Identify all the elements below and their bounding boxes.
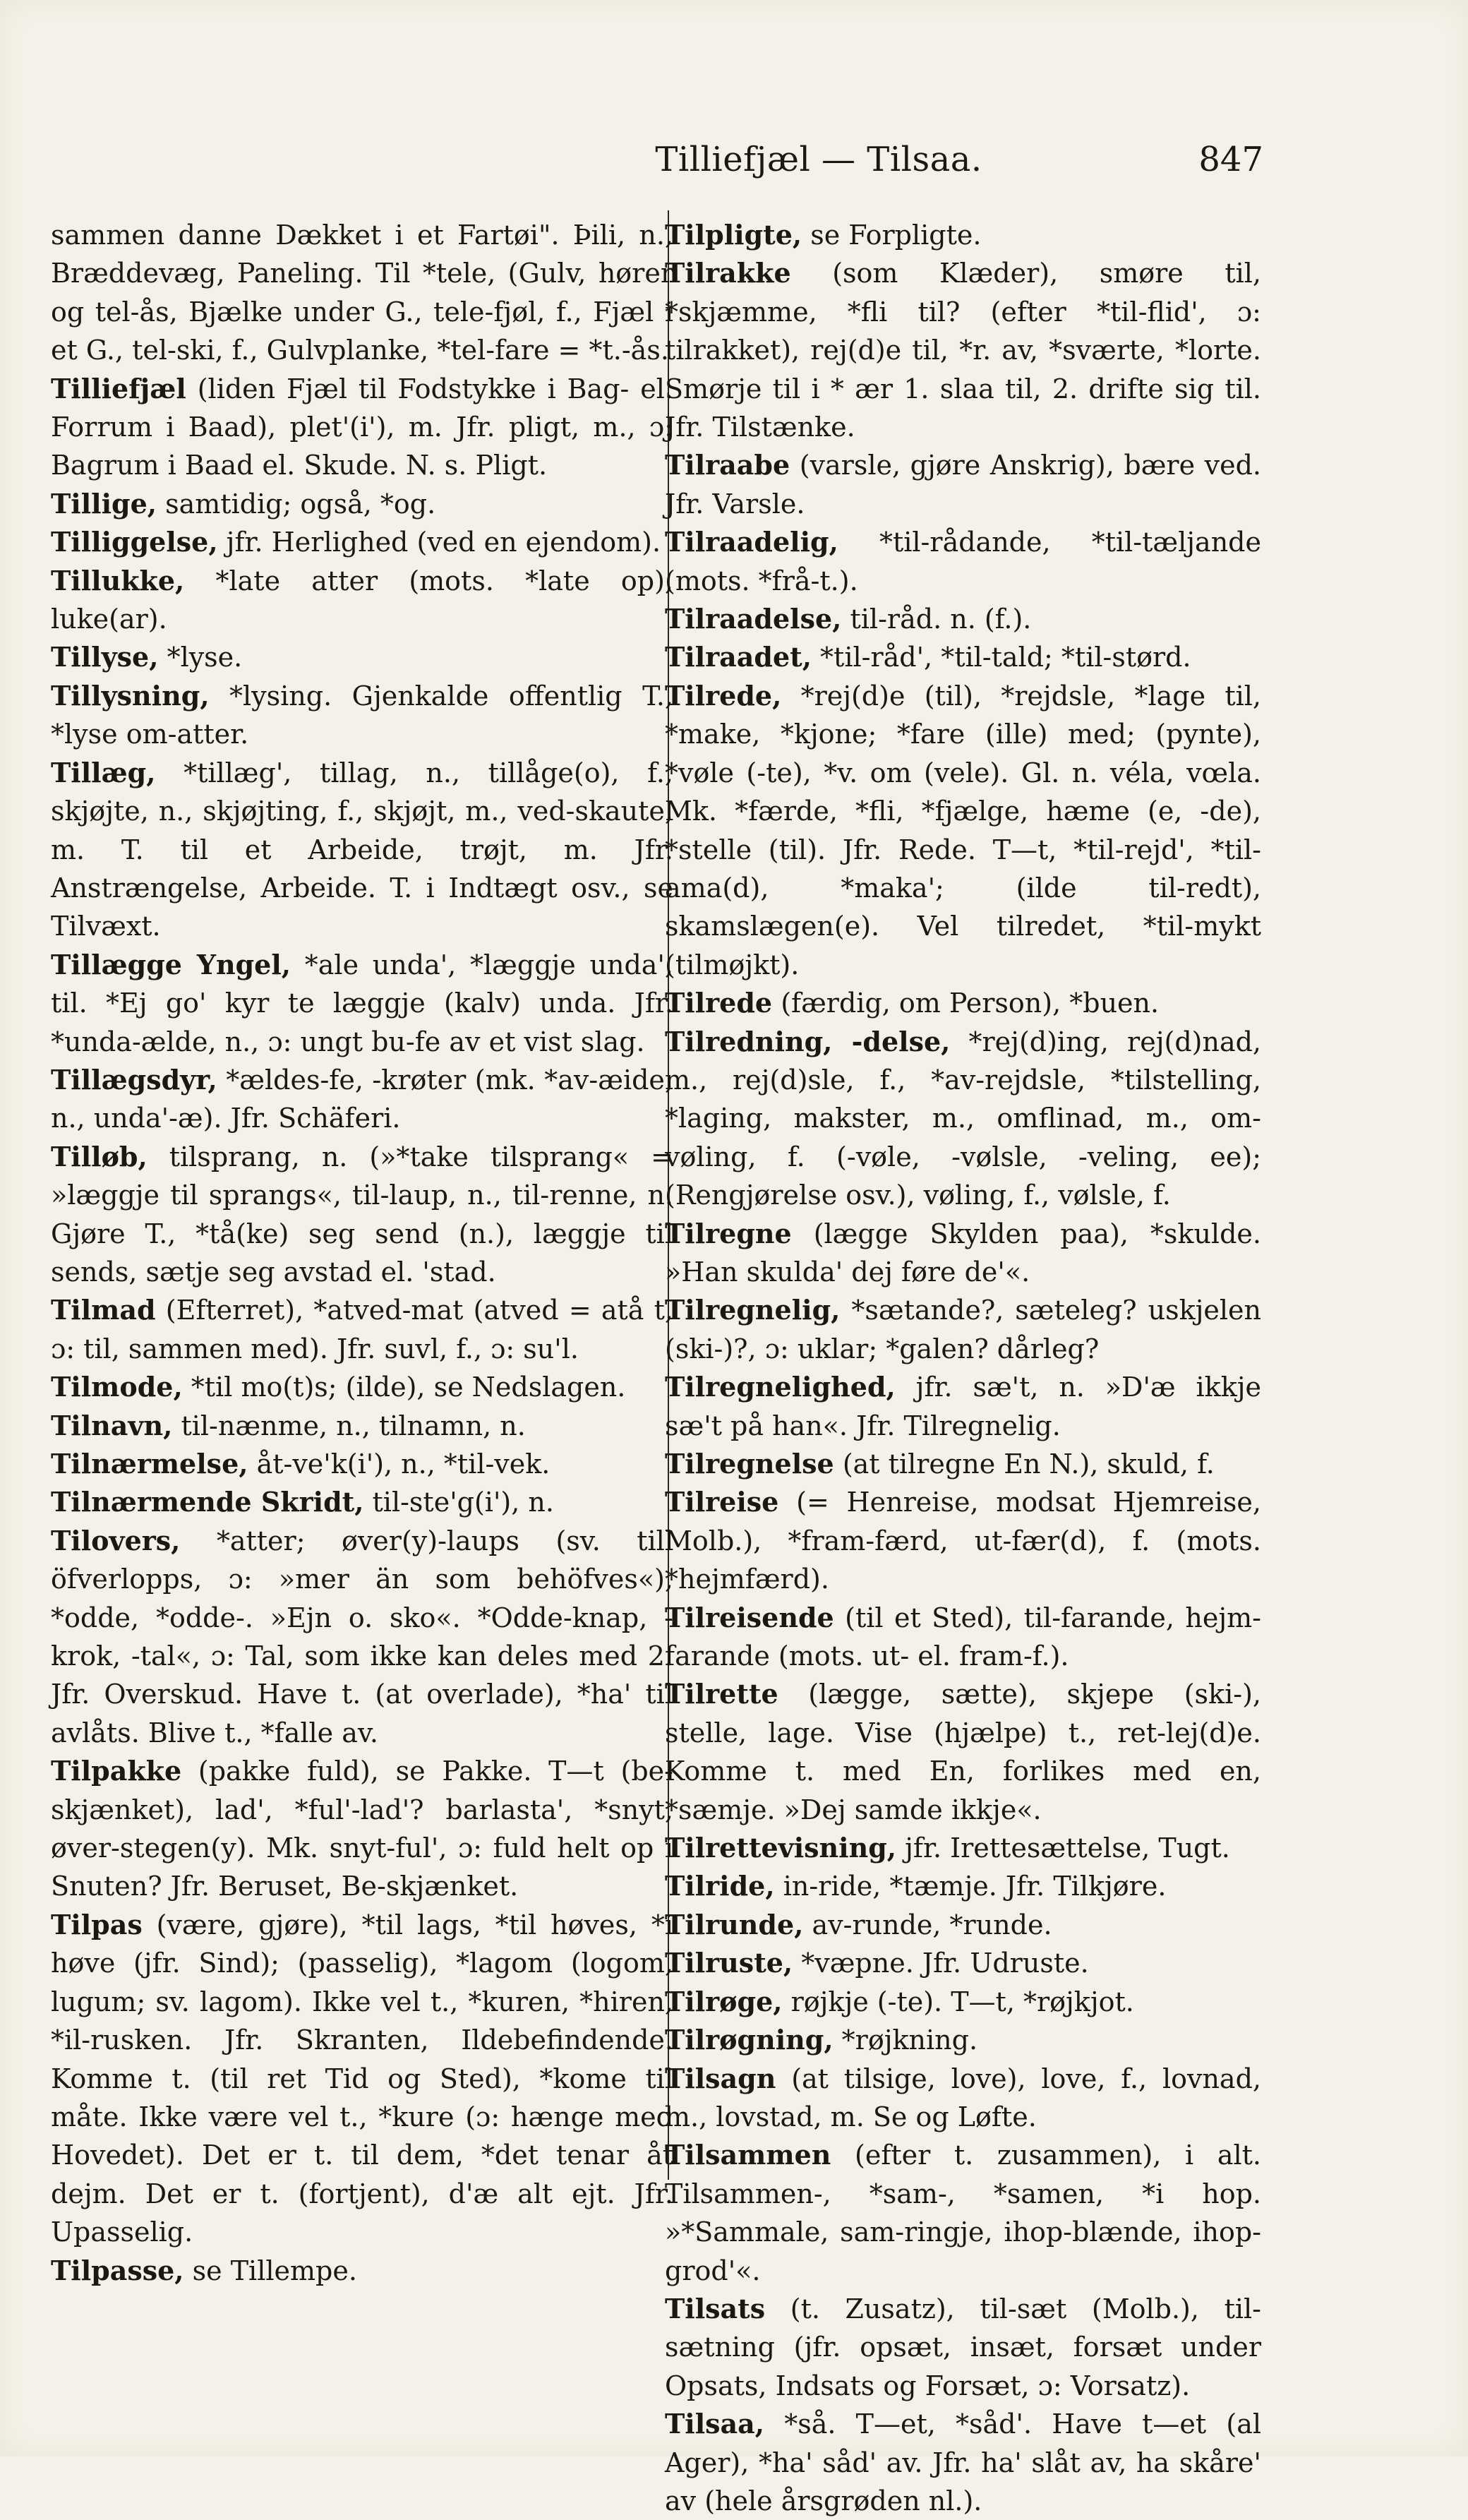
entry-headword: Tilliggelse, <box>51 526 218 558</box>
dictionary-entry <box>51 754 673 946</box>
dictionary-entry <box>665 1291 1261 1368</box>
entry-headword: Tilsaa, <box>665 2408 765 2440</box>
entry-headword: Tilpligte, <box>665 219 802 251</box>
entry-definition: *så. T—et, *såd'. Have t—et (al Ager), *ha' såd' av. Jfr. ha' slåt av, ha skåre' av (hele årsgrøden nl.). <box>665 2408 1261 2516</box>
dictionary-entry <box>665 1483 1261 1598</box>
entry-definition: *late atter (mots. *late op), luke(ar). <box>51 565 673 635</box>
entry-headword: Tilnavn, <box>51 1409 173 1441</box>
entry-headword: Tilsats <box>665 2292 766 2324</box>
entry-headword: Tilrøge, <box>665 1985 783 2017</box>
entry-headword: Tilraadelig, <box>665 526 838 558</box>
entry-headword: Tilliefjæl <box>51 372 186 404</box>
dictionary-entry <box>51 1522 673 1752</box>
dictionary-entry <box>665 1829 1261 1867</box>
entry-headword: Tilpas <box>51 1908 143 1940</box>
entry-definition: *til-råd', *til-tald; *til-størd. <box>820 642 1191 673</box>
dictionary-entry <box>51 677 673 754</box>
dictionary-entry <box>665 446 1261 523</box>
entry-definition: (pakke fuld), se Pakke. T—t (be-skjænket), lad', *ful'-lad'? barlasta', *snyt, øver-stegen(y). Mk. snyt-ful', ɔ: fuld helt op i Snuten? Jfr. Beruset, Be-skjænket. <box>51 1756 673 1902</box>
dictionary-entry <box>665 254 1261 446</box>
entry-headword: Tilregnelse <box>665 1448 834 1480</box>
dictionary-entry <box>51 485 673 523</box>
dictionary-entry <box>51 946 673 1061</box>
dictionary-entry <box>665 984 1261 1022</box>
dictionary-entry <box>665 2290 1261 2405</box>
entry-definition: (at tilregne En N.), skuld, f. <box>842 1448 1215 1480</box>
entry-headword: Tillige, <box>51 487 157 520</box>
entry-definition: jfr. Irettesættelse, Tugt. <box>905 1832 1230 1864</box>
entry-headword: Tillæg, <box>51 756 156 788</box>
dictionary-entry <box>665 1215 1261 1292</box>
entry-definition: (Efterret), *atved-mat (atved = atå t, ɔ: til, sammen med). Jfr. suvl, f., ɔ: su'l. <box>51 1295 673 1364</box>
entry-definition: av-runde, *runde. <box>812 1909 1052 1940</box>
entry-headword: Tilreisende <box>665 1601 834 1633</box>
entry-definition: *røjkning. <box>841 2024 978 2056</box>
entry-definition: *ale unda', *læggje unda', til. *Ej go' kyr te læggje (kalv) unda. Jfr. *unda-ælde, n., ɔ: ungt bu-fe av et vist slag. <box>51 949 673 1057</box>
entry-definition: samtidig; også, *og. <box>165 488 436 520</box>
dictionary-entry <box>51 1483 673 1521</box>
dictionary-entry <box>665 638 1261 676</box>
dictionary-entry <box>51 638 673 676</box>
entry-definition: *atter; øver(y)-laups (sv. till öfverlopps, ɔ: »mer än som behöfves«), *odde, *odde-. »Ejn o. sko«. *Odde-knap, -krok, -tal«, ɔ: Tal, som ikke kan deles med 2. Jfr. Overskud. Have t. (at overlade), *ha' til avlåts. Blive t., *falle av. <box>51 1525 673 1748</box>
entry-definition: jfr. sæ't, n. »D'æ ikkje sæ't på han«. Jfr. Tilregnelig. <box>665 1372 1261 1441</box>
entry-definition: *ældes-fe, -krøter (mk. *av-æide, n., unda'-æ). Jfr. Schäferi. <box>51 1064 673 1134</box>
entry-definition: (t. Zusatz), til-sæt (Molb.), til-sætning (jfr. opsæt, insæt, forsæt under Opsats, Indsats og Forsæt, ɔ: Vorsatz). <box>665 2293 1261 2401</box>
dictionary-entry <box>665 2060 1261 2137</box>
entry-definition: til-nænme, n., tilnamn, n. <box>181 1410 526 1441</box>
dictionary-entry <box>665 1368 1261 1445</box>
dictionary-entry <box>51 1906 673 2252</box>
entry-headword: Tilregnelighed, <box>665 1371 896 1403</box>
dictionary-entry <box>665 1944 1261 1982</box>
dictionary-entry <box>665 677 1261 984</box>
dictionary-entry <box>665 1983 1261 2021</box>
entry-definition: (være, gjøre), *til lags, *til høves, *i høve (jfr. Sind); (passelig), *lagom (logom, lugum; sv. lagom). Ikke vel t., *kuren, *hiren, *il-rusken. Jfr. Skranten, Ildebefindende. Komme t. (til ret Tid og Sted), *kome til måte. Ikke være vel t., *kure (ɔ: hænge med Hovedet). Det er t. til dem, *det tenar åt dejm. Det er t. (fortjent), d'æ alt ejt. Jfr. Upasselig. <box>51 1909 673 2248</box>
entry-headword: Tilnærmende Skridt, <box>51 1486 364 1518</box>
entry-definition: (varsle, gjøre Anskrig), bære ved. Jfr. Varsle. <box>665 450 1261 520</box>
entry-headword: Tilregnelig, <box>665 1294 841 1326</box>
entry-headword: Tilmad <box>51 1294 156 1326</box>
entry-definition: se Forpligte. <box>810 220 982 251</box>
entry-definition: *lyse. <box>167 642 243 673</box>
entry-headword: Tilløb, <box>51 1140 148 1172</box>
dictionary-entry <box>51 1291 673 1368</box>
entry-definition: (= Henreise, modsat Hjemreise, Molb.), *fram-færd, ut-fær(d), f. (mots. *hejmfærd). <box>665 1487 1261 1595</box>
entry-definition: *rej(d)ing, rej(d)nad, m., rej(d)sle, f., *av-rejdsle, *tilstelling, *laging, makster, m., omflinad, m., om-vøling, f. (-vøle, -vølsle, -veling, ee); (Rengjørelse osv.), vøling, f., vølsle, f. <box>665 1026 1261 1211</box>
entry-definition: til-ste'g(i'), n. <box>372 1487 554 1518</box>
entry-headword: Tilnærmelse, <box>51 1448 248 1480</box>
entry-definition: (færdig, om Person), *buen. <box>781 988 1160 1019</box>
entry-definition: *sætande?, sæteleg? uskjelen (ski-)?, ɔ: uklar; *galen? dårleg? <box>665 1295 1261 1364</box>
dictionary-entry <box>51 216 673 370</box>
entry-headword: Tilrede, <box>665 679 782 712</box>
dictionary-entry <box>665 1445 1261 1483</box>
entry-headword: Tilraadet, <box>665 641 812 673</box>
right-column <box>665 216 1261 2520</box>
entry-headword: Tillukke, <box>51 564 185 596</box>
entry-headword: Tilrunde, <box>665 1908 804 1940</box>
entry-definition: *til-rådande, *til-tæljande (mots. *frå-t.). <box>665 527 1261 596</box>
dictionary-entry <box>665 216 1261 254</box>
entry-definition: sammen danne Dækket i et Fartøi". Þili, n., Bræddevæg, Paneling. Til *tele, (Gulv, hører og tel-ås, Bjælke under G., tele-fjøl, f., Fjæl i et G., tel-ski, f., Gulvplanke, *tel-fare = *t.-ås. <box>51 220 673 366</box>
entry-headword: Tilraadelse, <box>665 603 842 635</box>
entry-definition: (efter t. zusammen), i alt. Tilsammen-, *sam-, *samen, *i hop. »*Sammale, sam-ringje, ihop-blænde, ihop-grod'«. <box>665 2140 1261 2286</box>
entry-headword: Tilrøgning, <box>665 2024 834 2056</box>
entry-headword: Tilreise <box>665 1486 779 1518</box>
entry-definition: til-råd. n. (f.). <box>850 604 1032 635</box>
entry-definition: (lægge, sætte), skjepe (ski-), stelle, lage. Vise (hjælpe) t., ret-lej(d)e. Komme t. med En, forlikes med en, *sæmje. »Dej samde ikkje«. <box>665 1679 1261 1825</box>
entry-headword: Tilsammen <box>665 2139 831 2171</box>
dictionary-entry <box>51 1061 673 1138</box>
entry-definition: *til mo(t)s; (ilde), se Nedslagen. <box>191 1372 626 1403</box>
left-column <box>51 216 673 2290</box>
dictionary-entry <box>51 1445 673 1483</box>
entry-headword: Tilsagn <box>665 2062 776 2094</box>
entry-headword: Tilride, <box>665 1870 775 1902</box>
entry-definition: se Tillempe. <box>192 2255 357 2286</box>
page-number: 847 <box>1198 140 1263 179</box>
dictionary-entry <box>665 600 1261 638</box>
dictionary-entry <box>51 1407 673 1445</box>
dictionary-entry <box>51 1368 673 1406</box>
entry-definition: *væpne. Jfr. Udruste. <box>801 1948 1089 1979</box>
entry-definition: *tillæg', tillag, n., tillåge(o), f., skjøjte, n., skjøjting, f., skjøjt, m., ved-skaute, m. T. til et Arbeide, trøjt, m. Jfr. Anstrængelse, Arbeide. T. i Indtægt osv., se Tilvæxt. <box>51 757 673 942</box>
entry-definition: (at tilsige, love), love, f., lovnad, m., lovstad, m. Se og Løfte. <box>665 2063 1261 2132</box>
entry-definition: (liden Fjæl til Fodstykke i Bag- el. Forrum i Baad), plet'(i'), m. Jfr. pligt, m., ɔ: Bagrum i Baad el. Skude. N. s. Pligt. <box>51 373 673 481</box>
entry-headword: Tillyse, <box>51 641 159 673</box>
entry-headword: Tilraabe <box>665 449 790 481</box>
entry-definition: (lægge Skylden paa), *skulde. »Han skulda' dej føre de'«. <box>665 1218 1261 1288</box>
dictionary-entry <box>665 2136 1261 2290</box>
entry-definition: røjkje (-te). T—t, *røjkjot. <box>790 1986 1134 2017</box>
dictionary-entry <box>51 2252 673 2290</box>
dictionary-entry <box>665 1906 1261 1944</box>
entry-headword: Tilrette <box>665 1678 778 1710</box>
entry-definition: *lysing. Gjenkalde offentlig T., *lyse om-atter. <box>51 680 673 750</box>
entry-definition: (som Klæder), smøre til, *skjæmme, *fli til? (efter *til-flid', ɔ: tilrakket), rej(d)e til, *r. av, *sværte, *lorte. Smørje til i * ær 1. slaa til, 2. drifte sig til. Jfr. Tilstænke. <box>665 258 1261 443</box>
dictionary-entry <box>51 1138 673 1292</box>
entry-headword: Tilrettevisning, <box>665 1832 897 1864</box>
entry-headword: Tilmode, <box>51 1371 183 1403</box>
entry-definition: jfr. Herlighed (ved en ejendom). <box>226 527 661 558</box>
entry-definition: åt-ve'k(i'), n., *til-vek. <box>256 1448 550 1480</box>
dictionary-entry <box>665 523 1261 600</box>
entry-headword: Tilregne <box>665 1217 792 1249</box>
entry-definition: (til et Sted), til-farande, hejm-farande (mots. ut- el. fram-f.). <box>665 1602 1261 1672</box>
dictionary-entry <box>665 2405 1261 2520</box>
entry-headword: Tilpasse, <box>51 2254 184 2286</box>
dictionary-entry <box>665 2021 1261 2059</box>
entry-definition: in-ride, *tæmje. Jfr. Tilkjøre. <box>783 1871 1167 1902</box>
dictionary-entry <box>665 1599 1261 1676</box>
entry-definition: tilsprang, n. (»*take tilsprang« = »læggje til sprangs«, til-laup, n., til-renne, n. Gjøre T., *tå(ke) seg send (n.), læggje til sends, sætje seg avstad el. 'stad. <box>51 1141 673 1288</box>
dictionary-entry <box>51 370 673 485</box>
entry-headword: Tilredning, -delse, <box>665 1025 951 1057</box>
entry-headword: Tillægge Yngel, <box>51 948 291 980</box>
running-head-title: Tilliefjæl — Tilsaa. <box>655 140 982 179</box>
running-header <box>466 140 1263 189</box>
dictionary-entry <box>665 1023 1261 1215</box>
dictionary-entry <box>665 1867 1261 1905</box>
entry-headword: Tilrede <box>665 987 773 1019</box>
dictionary-entry <box>51 523 673 561</box>
entry-headword: Tillægsdyr, <box>51 1063 217 1096</box>
entry-headword: Tillysning, <box>51 679 210 712</box>
entry-definition: *rej(d)e (til), *rejdsle, *lage til, *make, *kjone; *fare (ille) med; (pynte), *vøle (-te), *v. om (vele). Gl. n. véla, vœla. Mk. *færde, *fli, *fjælge, hæme (e, -de), *stelle (til). Jfr. Rede. T—t, *til-rejd', *til-ama(d), *maka'; (ilde til-redt), skamslægen(e). Vel tilredet, *til-mykt (tilmøjkt). <box>665 680 1261 980</box>
entry-headword: Tilrakke <box>665 257 791 289</box>
dictionary-entry <box>51 562 673 639</box>
entry-headword: Tilpakke <box>51 1755 182 1787</box>
entry-headword: Tilruste, <box>665 1947 793 1979</box>
dictionary-entry <box>665 1675 1261 1829</box>
entry-headword: Tilovers, <box>51 1524 181 1556</box>
dictionary-entry <box>51 1752 673 1906</box>
